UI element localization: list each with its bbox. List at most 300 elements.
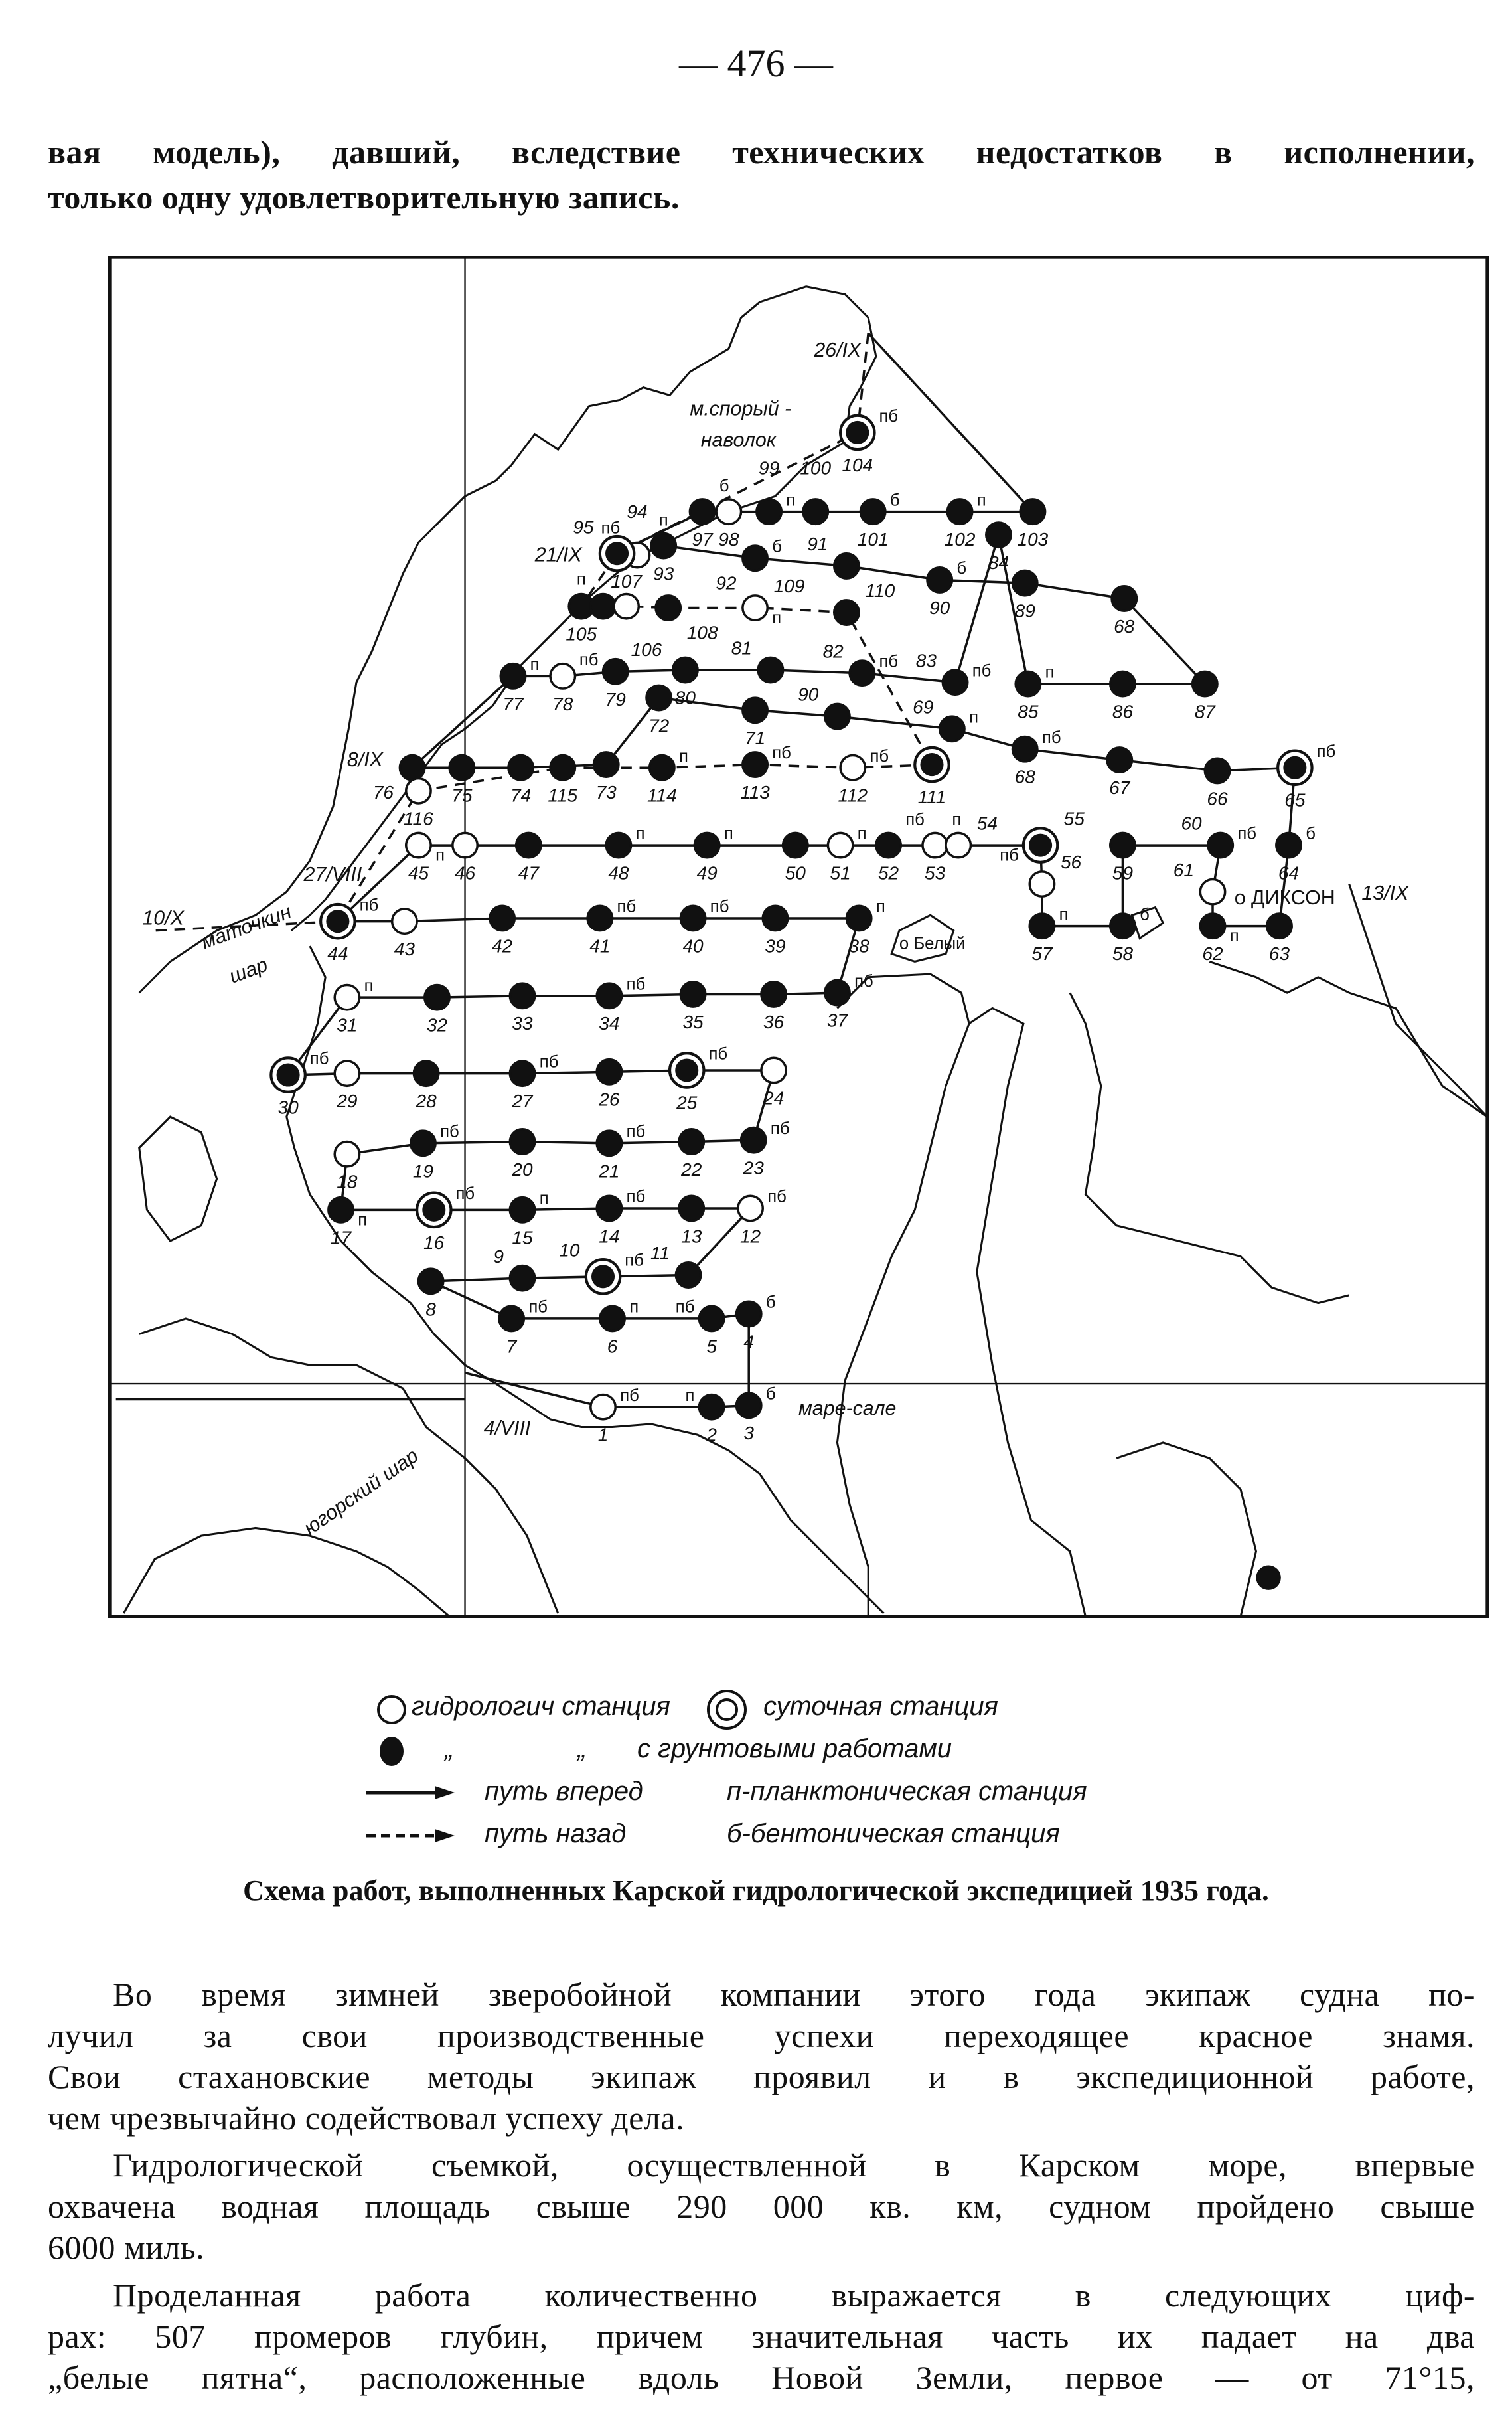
station-number: 25 — [676, 1092, 698, 1113]
station-number: 35 — [682, 1011, 704, 1032]
station-type-mark: п — [772, 608, 782, 627]
station-108 — [656, 596, 680, 620]
station-112 — [840, 756, 865, 780]
station-109 — [743, 596, 767, 620]
station-number: 53 — [925, 862, 946, 884]
legend-benthos: б-бентоническая станция — [727, 1819, 1060, 1848]
station-number: 63 — [1268, 943, 1290, 965]
station-number: 71 — [744, 728, 766, 749]
station-115 — [550, 756, 575, 780]
paragraph-line: рах: 507 промеров глубин, причем значительная часть их падает на два — [48, 2318, 1475, 2355]
station-79 — [603, 659, 628, 684]
station-35 — [680, 982, 705, 1007]
station-type-mark: п — [1059, 905, 1069, 924]
station-42 — [490, 906, 514, 930]
station-type-mark: пб — [626, 1122, 646, 1141]
station-59 — [1110, 833, 1135, 857]
station-11 — [676, 1263, 700, 1287]
station-106 — [591, 594, 615, 618]
station-34 — [597, 983, 621, 1008]
station-type-mark: п — [723, 824, 733, 843]
station-number: 9 — [493, 1246, 504, 1267]
station-number: 55 — [1063, 808, 1085, 829]
station-67 — [1107, 748, 1132, 772]
station-100 — [803, 499, 828, 524]
station-47 — [516, 833, 541, 857]
station-116 — [406, 779, 431, 803]
station-8 — [418, 1269, 443, 1293]
station-type-mark: п — [576, 570, 586, 589]
station-number: 82 — [822, 641, 844, 662]
station-number: 66 — [1207, 788, 1228, 809]
station-number: 33 — [512, 1013, 533, 1034]
station-type-mark: пб — [359, 896, 379, 915]
station-number: 101 — [857, 529, 889, 550]
station-number: 45 — [408, 862, 429, 884]
station-number: 8 — [425, 1299, 436, 1320]
double-circle-icon — [704, 1686, 750, 1733]
station-number: 80 — [674, 687, 696, 708]
station-number: 78 — [552, 693, 573, 714]
station-37 — [825, 980, 850, 1005]
station-54 — [946, 833, 970, 857]
station-number: 92 — [716, 572, 737, 594]
station-87 — [1193, 671, 1217, 696]
station-15 — [510, 1198, 534, 1222]
station-number: 72 — [648, 715, 670, 736]
place-label: маре-сале — [798, 1396, 897, 1419]
station-number: 57 — [1031, 943, 1053, 965]
station-103 — [1020, 499, 1045, 524]
station-type-mark: пб — [539, 1052, 559, 1072]
station-83 — [943, 670, 967, 694]
station-number: 26 — [599, 1089, 620, 1110]
station-number: 34 — [599, 1013, 620, 1034]
date-label: 4/VIII — [483, 1417, 531, 1440]
station-104 — [840, 416, 874, 449]
station-number: 94 — [627, 501, 648, 522]
station-number: 76 — [372, 781, 394, 803]
station-type-mark: п — [786, 491, 796, 510]
station-number: 13 — [681, 1226, 702, 1247]
station-number: 20 — [512, 1159, 533, 1180]
date-label: 21/IX — [534, 543, 582, 566]
station-number: 1 — [597, 1424, 609, 1445]
station-type-mark: п — [358, 1210, 368, 1230]
station-50 — [783, 833, 808, 857]
station-number: 38 — [848, 935, 869, 957]
station-number: 75 — [451, 785, 473, 806]
station-number: 42 — [492, 935, 513, 957]
station-number: 64 — [1278, 862, 1300, 884]
station-type-mark: пб — [854, 971, 873, 991]
station-55 — [1023, 828, 1057, 862]
station-number: 39 — [765, 935, 786, 957]
station-101 — [860, 499, 885, 524]
ditto-mark: „ — [445, 1734, 454, 1763]
station-number: 14 — [599, 1226, 620, 1247]
text-line: только одну удовлетворительную запись. — [48, 179, 680, 216]
expedition-map — [108, 256, 1489, 1618]
station-number: 61 — [1173, 859, 1194, 880]
station-57 — [1029, 914, 1054, 938]
station-85 — [1016, 671, 1040, 696]
station-20 — [510, 1129, 534, 1154]
station-type-mark: пб — [1000, 846, 1019, 865]
station-45 — [406, 833, 431, 857]
station-number: 68 — [1014, 766, 1035, 787]
station-68 — [1013, 737, 1037, 762]
station-number: 65 — [1284, 789, 1306, 811]
station-number: 32 — [426, 1014, 448, 1036]
station-78 — [550, 664, 575, 688]
station-type-mark: пб — [528, 1297, 548, 1317]
station-73 — [594, 752, 619, 777]
station-type-mark: пб — [1316, 742, 1336, 761]
station-type-mark: пб — [440, 1122, 459, 1141]
station-number: 108 — [686, 622, 718, 643]
station-1 — [591, 1394, 615, 1419]
station-number: 98 — [718, 529, 739, 550]
station-28 — [414, 1061, 438, 1086]
solid-arrow-icon — [365, 1779, 458, 1806]
station-51 — [828, 833, 852, 857]
station-number: 43 — [394, 939, 415, 960]
station-number: 23 — [743, 1157, 764, 1178]
place-label: м.спорый - — [690, 397, 792, 420]
date-label: 10/X — [142, 906, 184, 929]
station-number: 95 — [573, 517, 594, 538]
station-75 — [449, 756, 474, 780]
station-number: 4 — [743, 1331, 755, 1352]
station-type-mark: б — [765, 1293, 776, 1312]
station-number: 114 — [646, 785, 677, 806]
station-25 — [670, 1053, 704, 1087]
station-63 — [1267, 914, 1292, 938]
station-type-mark: п — [530, 655, 540, 675]
station-number: 44 — [327, 943, 348, 965]
station-type-mark: пб — [1237, 824, 1257, 843]
station-2 — [699, 1394, 723, 1419]
station-number: 77 — [502, 693, 524, 714]
station-13 — [679, 1196, 704, 1220]
station-43 — [392, 909, 417, 933]
station-type-mark: пб — [601, 519, 621, 538]
paragraph-line: „белые пятна“, расположенные вдоль Новой Земли, первое — от 71°15, — [48, 2359, 1475, 2396]
station-number: 62 — [1202, 943, 1223, 965]
open-circle-icon — [372, 1690, 412, 1730]
page-number: — 476 — — [679, 42, 833, 85]
station-95 — [600, 536, 634, 570]
place-label: наволок — [700, 428, 777, 451]
station-type-mark: пб — [579, 651, 599, 670]
station-81 — [758, 657, 783, 682]
station-number: 41 — [589, 935, 611, 957]
station-number: 11 — [650, 1243, 670, 1264]
station-number: 40 — [682, 935, 704, 957]
station-6 — [600, 1306, 625, 1331]
station-number: 67 — [1109, 777, 1130, 798]
station-98 — [716, 499, 741, 524]
station-type-mark: п — [685, 1386, 695, 1405]
station-91 — [834, 554, 859, 578]
station-type-mark: пб — [617, 897, 637, 916]
station-41 — [587, 906, 612, 930]
station-number: 116 — [404, 808, 433, 829]
station-49 — [694, 833, 719, 857]
station-number: 115 — [548, 785, 578, 806]
station-type-mark: п — [629, 1297, 639, 1317]
station-66 — [1205, 758, 1229, 783]
station-number: 15 — [512, 1227, 533, 1248]
station-113 — [743, 752, 767, 777]
station-77 — [500, 664, 525, 688]
station-number: 100 — [800, 457, 832, 479]
station-number: 22 — [681, 1159, 702, 1180]
station-14 — [597, 1196, 621, 1220]
station-22 — [679, 1129, 704, 1154]
station-99 — [757, 499, 781, 524]
station-type-mark: пб — [879, 407, 899, 426]
paragraph-line: лучил за свои производственные успехи переходящее красное знамя. — [48, 2017, 1475, 2054]
paragraph-line: Проделанная работа количественно выражается в следующих циф- — [113, 2277, 1475, 2314]
station-27 — [510, 1061, 534, 1086]
station-86 — [1110, 671, 1135, 696]
station-82 — [850, 661, 874, 685]
station-90 — [927, 568, 952, 592]
station-number: 91 — [807, 534, 828, 555]
legend-double: суточная станция — [763, 1692, 998, 1721]
place-label: югорский шар — [299, 1444, 423, 1540]
legend-back: путь назад — [485, 1819, 627, 1848]
station-53 — [923, 833, 947, 857]
station-number: 31 — [337, 1014, 358, 1036]
station-type-mark: пб — [626, 975, 646, 994]
station-72 — [646, 685, 671, 710]
station-number: 49 — [696, 862, 718, 884]
station-type-mark: пб — [772, 744, 791, 763]
station-21 — [597, 1131, 621, 1155]
station-number: 110 — [865, 580, 895, 602]
station-number: 79 — [605, 688, 626, 710]
station-16 — [417, 1193, 451, 1227]
paragraph-line: Гидрологической съемкой, осуществленной в Карском море, впервые — [113, 2146, 1475, 2184]
station-69 — [940, 716, 964, 741]
station-number: 24 — [763, 1088, 785, 1109]
station-type-mark: пб — [869, 746, 889, 766]
place-label: шар — [226, 953, 271, 988]
station-111 — [915, 748, 948, 781]
station-26 — [597, 1060, 621, 1084]
station-36 — [761, 982, 786, 1007]
station-number: 97 — [692, 529, 713, 550]
station-number: 56 — [1060, 852, 1082, 873]
legend-forward: путь вперед — [485, 1777, 643, 1806]
station-40 — [680, 906, 705, 930]
station-114 — [650, 756, 674, 780]
station-type-mark: б — [772, 537, 782, 556]
station-number: 54 — [976, 813, 998, 834]
station-number: 19 — [412, 1161, 434, 1182]
station-number: 3 — [743, 1423, 755, 1444]
station-number: 12 — [739, 1226, 761, 1247]
station-number: 6 — [607, 1336, 618, 1357]
station-52 — [876, 833, 901, 857]
station-32 — [425, 985, 449, 1009]
station-74 — [508, 756, 533, 780]
station-type-mark: п — [976, 491, 986, 510]
station-60 — [1208, 833, 1233, 857]
station-number: 36 — [763, 1011, 785, 1032]
station-number: 86 — [1112, 701, 1134, 722]
station-number: 105 — [566, 623, 597, 645]
station-number: 99 — [759, 457, 780, 479]
station-type-mark: п — [857, 824, 867, 843]
dashed-arrow-icon — [365, 1822, 458, 1849]
legend-plankton: п-планктоническая станция — [727, 1777, 1087, 1806]
paragraph-line: охвачена водная площадь свыше 290 000 кв. км, судном пройдено свыше — [48, 2188, 1475, 2225]
station-102 — [947, 499, 972, 524]
station-type-mark: п — [539, 1188, 549, 1208]
station-5 — [699, 1306, 723, 1331]
station-type-mark: пб — [708, 1044, 728, 1064]
station-93 — [651, 533, 676, 558]
station-number: 90 — [929, 597, 950, 618]
station-3 — [737, 1393, 761, 1417]
station-number: 28 — [416, 1091, 437, 1112]
station-17 — [329, 1198, 353, 1222]
station-30 — [271, 1058, 305, 1091]
station-type-mark: п — [969, 708, 979, 727]
station-number: 21 — [599, 1161, 620, 1182]
station-4 — [737, 1301, 761, 1326]
paragraph-line: 6000 миль. — [48, 2229, 205, 2266]
station-number: 5 — [706, 1336, 717, 1357]
station-number: 60 — [1181, 813, 1202, 834]
station-number: 16 — [423, 1232, 445, 1253]
station-29 — [335, 1061, 359, 1086]
station-number: 17 — [330, 1227, 352, 1248]
station-type-mark: б — [765, 1384, 776, 1404]
station-type-mark: пб — [879, 652, 899, 671]
station-number: 7 — [506, 1336, 517, 1357]
station-number: 37 — [826, 1010, 848, 1031]
station-type-mark: пб — [620, 1386, 639, 1405]
station-number: 81 — [731, 637, 752, 659]
station-33 — [510, 983, 534, 1008]
station-type-mark: пб — [626, 1187, 646, 1206]
station-number: 111 — [917, 787, 946, 808]
station-number: 107 — [611, 571, 642, 592]
paragraph-line: чем чрезвычайно содействовал успеху дела. — [48, 2099, 685, 2137]
date-label: 8/IX — [346, 748, 383, 771]
station-number: 112 — [838, 785, 868, 806]
station-71 — [743, 698, 767, 722]
station-number: 52 — [877, 862, 899, 884]
legend-open: гидрологич станция — [412, 1692, 670, 1721]
station-type-mark: п — [679, 746, 688, 766]
station-107 — [614, 594, 639, 618]
place-label: о ДИКСОН — [1234, 886, 1335, 909]
station-number: 10 — [559, 1240, 580, 1261]
date-label: 13/IX — [1361, 881, 1409, 904]
station-number: 51 — [830, 862, 851, 884]
station-56 — [1029, 872, 1054, 896]
station-number: 103 — [1017, 529, 1049, 550]
station-type-mark: пб — [767, 1187, 787, 1206]
station-19 — [411, 1131, 435, 1155]
station-38 — [846, 906, 871, 930]
station-89 — [1013, 570, 1037, 595]
station-number: 48 — [608, 862, 629, 884]
station-type-mark: п — [364, 976, 374, 995]
station-type-mark: б — [956, 559, 967, 578]
station-number: 68 — [1114, 615, 1135, 637]
station-46 — [453, 833, 477, 857]
station-number: 27 — [512, 1091, 533, 1112]
station-type-mark: пб — [905, 810, 925, 829]
filled-circle-icon — [372, 1732, 412, 1771]
station-type-mark: п — [1229, 927, 1239, 946]
station-10 — [586, 1259, 620, 1293]
station-type-mark: б — [1306, 824, 1316, 843]
station-number: 93 — [653, 563, 674, 584]
station-type-mark: п — [635, 824, 645, 843]
station-number: 89 — [1014, 600, 1035, 621]
station-number: 58 — [1112, 943, 1134, 965]
station-type-mark: п — [1045, 663, 1055, 682]
date-label: 26/IX — [814, 338, 862, 361]
station-number: 102 — [944, 529, 976, 550]
figure-caption: Схема работ, выполненных Карской гидрологической экспедицией 1935 года. — [243, 1874, 1269, 1907]
station-number: 46 — [454, 862, 476, 884]
station-number: 2 — [706, 1424, 717, 1445]
station-24 — [761, 1058, 786, 1082]
legend-filled: с грунтовыми работами — [637, 1734, 952, 1763]
station-number: 109 — [773, 576, 805, 597]
station-84 — [986, 523, 1011, 547]
station-type-mark: пб — [1041, 728, 1061, 747]
station-number: 104 — [842, 454, 873, 475]
station-type-mark: пб — [309, 1049, 329, 1068]
station-110 — [834, 600, 859, 625]
station-type-mark: пб — [972, 661, 992, 681]
station-type-mark: п — [658, 511, 668, 530]
station-number: 85 — [1018, 701, 1039, 722]
station-number: 83 — [915, 650, 937, 671]
station-48 — [606, 833, 631, 857]
station-90 — [825, 704, 850, 728]
paragraph-line: Свои стахановские методы экипаж проявил и в экспедиционной работе, — [48, 2058, 1475, 2095]
station-number: 50 — [785, 862, 806, 884]
station-type-mark: пб — [770, 1119, 790, 1138]
station-type-mark: пб — [675, 1297, 695, 1317]
station-64 — [1276, 833, 1301, 857]
station-number: 90 — [798, 684, 819, 705]
station-type-mark: п — [875, 897, 885, 916]
station-number: 47 — [518, 862, 539, 884]
station-number: 18 — [337, 1171, 358, 1192]
station-39 — [763, 906, 787, 930]
station-type-mark: пб — [455, 1184, 475, 1203]
place-label: о Белый — [899, 934, 966, 953]
station-44 — [321, 904, 354, 938]
station-marker — [1256, 1566, 1280, 1590]
station-number: 84 — [988, 552, 1010, 574]
station-number: 74 — [510, 785, 532, 806]
station-68 — [1112, 586, 1136, 611]
station-65 — [1278, 751, 1312, 785]
